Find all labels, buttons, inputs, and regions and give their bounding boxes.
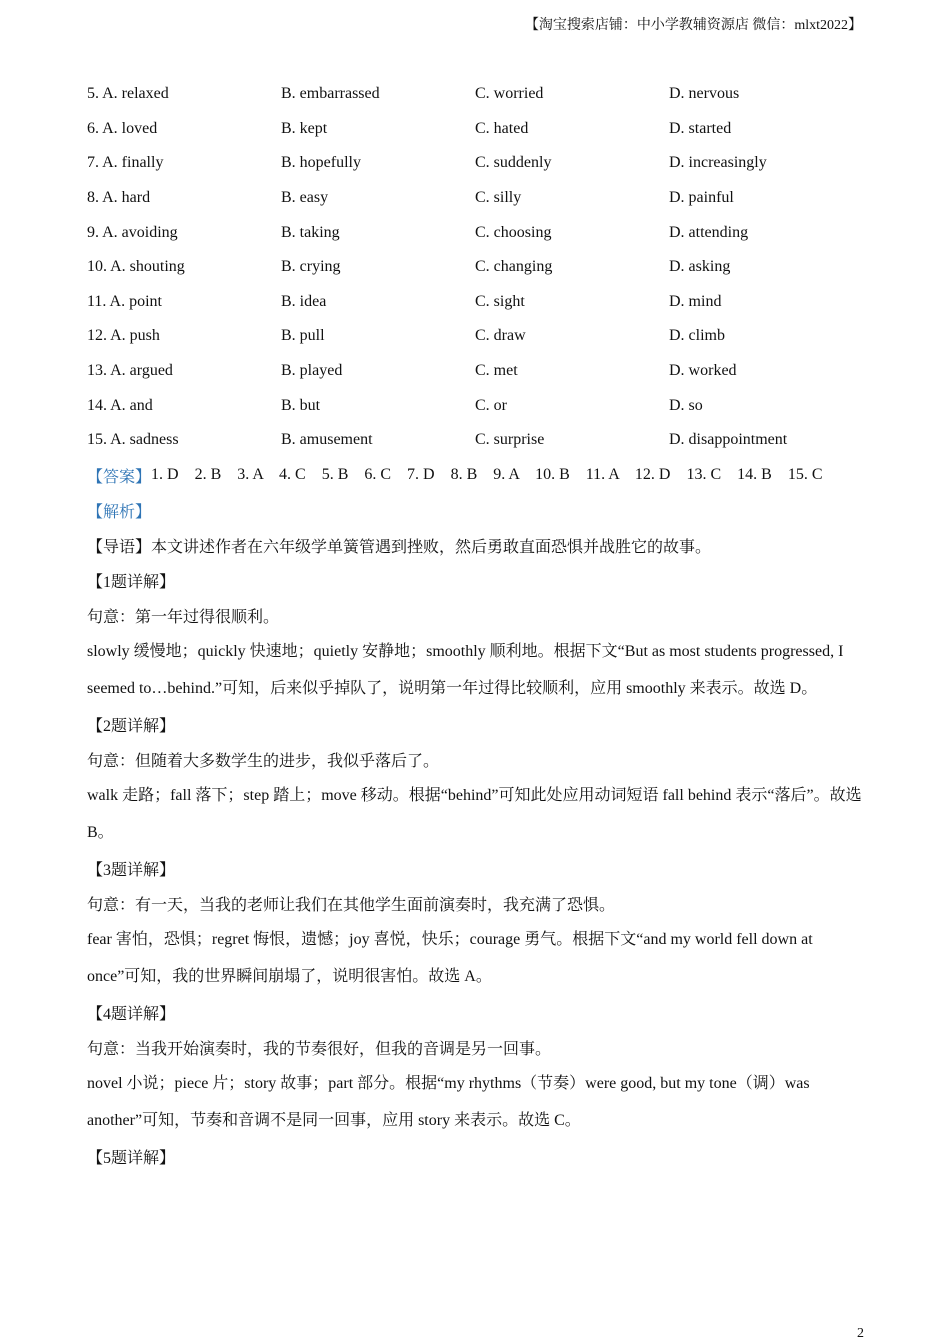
option-cell: D. attending <box>669 223 749 241</box>
page-header: 【淘宝搜索店铺：中小学教辅资源店 微信：mlxt2022】 <box>524 18 862 33</box>
option-cell: 5. A. relaxed <box>87 85 169 103</box>
option-cell: B. crying <box>281 258 341 276</box>
detail-meaning: 句意：第一年过得很顺利。 <box>87 608 280 626</box>
option-cell: B. pull <box>281 327 325 345</box>
option-cell: 12. A. push <box>87 327 160 345</box>
option-cell: B. amusement <box>281 431 373 449</box>
detail-title: 【3题详解】 <box>87 861 176 879</box>
option-cell: B. idea <box>281 292 327 310</box>
option-row <box>87 388 867 423</box>
detail-explanation: walk 走路；fall 落下；step 踏上；move 移动。根据“behind”可知此处应用动词短语 fall behind 表示“落后”。故选 B。 <box>87 786 862 841</box>
option-cell: 15. A. sadness <box>87 431 179 449</box>
next-detail-title <box>87 1139 867 1174</box>
detail-meaning: 句意：但随着大多数学生的进步，我似乎落后了。 <box>87 752 440 770</box>
answer-label: 【答案】 <box>87 468 152 486</box>
option-row <box>87 250 867 285</box>
option-cell: B. easy <box>281 189 329 207</box>
analysis-label-row <box>87 493 867 528</box>
option-cell: 13. A. argued <box>87 362 173 380</box>
option-cell: D. worked <box>669 362 737 380</box>
option-cell: 6. A. loved <box>87 119 158 137</box>
detail-explanation: slowly 缓慢地；quickly 快速地；quietly 安静地；smoothly 顺利地。根据下文“But as most students progressed, I seemed to…behind.”可知，后来似乎掉队了，说明第一年过得比较顺利，应用 smoothly 来表示。故选 D。 <box>87 642 844 697</box>
option-row <box>87 285 867 320</box>
options-table <box>87 77 867 458</box>
option-cell: B. embarrassed <box>281 85 380 103</box>
option-cell: B. taking <box>281 223 340 241</box>
option-row <box>87 354 867 389</box>
answer-text: 1. D 2. B 3. A 4. C 5. B 6. C 7. D 8. B 9. A 10. B 11. A 12. D 13. C 14. B 15. C <box>151 466 823 484</box>
option-cell: D. nervous <box>669 85 740 103</box>
detail-title: 【1题详解】 <box>87 573 176 591</box>
option-cell: C. silly <box>475 189 522 207</box>
option-cell: C. draw <box>475 327 526 345</box>
option-cell: B. hopefully <box>281 154 361 172</box>
guide-line <box>87 528 867 563</box>
option-cell: 11. A. point <box>87 292 162 310</box>
option-row <box>87 146 867 181</box>
option-cell: D. climb <box>669 327 725 345</box>
option-cell: 14. A. and <box>87 396 153 414</box>
option-cell: C. or <box>475 396 507 414</box>
option-row <box>87 112 867 147</box>
option-cell: C. worried <box>475 85 544 103</box>
option-cell: C. surprise <box>475 431 545 449</box>
detail-explanation: novel 小说；piece 片；story 故事；part 部分。根据“my rhythms（节奏）were good, but my tone（调）was another”可知，节奏和音调不是同一回事，应用 story 来表示。故选 C。 <box>87 1074 810 1129</box>
option-cell: D. asking <box>669 258 731 276</box>
option-row <box>87 319 867 354</box>
detail-meaning: 句意：有一天，当我的老师让我们在其他学生面前演奏时，我充满了恐惧。 <box>87 896 616 914</box>
analysis-label: 【解析】 <box>87 503 152 521</box>
option-cell: D. so <box>669 396 703 414</box>
option-cell: B. played <box>281 362 343 380</box>
option-cell: C. hated <box>475 119 529 137</box>
details-section <box>87 563 867 1139</box>
option-cell: C. choosing <box>475 223 552 241</box>
option-cell: C. met <box>475 362 518 380</box>
option-cell: D. disappointment <box>669 431 788 449</box>
page-content <box>87 77 867 1174</box>
option-cell: B. but <box>281 396 321 414</box>
option-cell: 8. A. hard <box>87 189 151 207</box>
option-row <box>87 215 867 250</box>
option-cell: C. changing <box>475 258 553 276</box>
option-cell: C. sight <box>475 292 525 310</box>
option-cell: B. kept <box>281 119 328 137</box>
option-row <box>87 423 867 458</box>
option-cell: D. started <box>669 119 732 137</box>
option-cell: 7. A. finally <box>87 154 164 172</box>
option-row <box>87 77 867 112</box>
option-row <box>87 181 867 216</box>
next-detail-title-text: 【5题详解】 <box>87 1149 176 1167</box>
option-cell: 9. A. avoiding <box>87 223 178 241</box>
detail-meaning: 句意：当我开始演奏时，我的节奏很好，但我的音调是另一回事。 <box>87 1040 552 1058</box>
option-cell: D. painful <box>669 189 734 207</box>
guide-text: 【导语】本文讲述作者在六年级学单簧管遇到挫败，然后勇敢直面恐惧并战胜它的故事。 <box>87 538 712 556</box>
page-number: 2 <box>857 1326 864 1341</box>
detail-explanation: fear 害怕，恐惧；regret 悔恨，遗憾；joy 喜悦，快乐；courage 勇气。根据下文“and my world fell down at once”可知，我的世界瞬间崩塌了，说明很害怕。故选 A。 <box>87 930 813 985</box>
answer-row <box>87 458 867 493</box>
option-cell: D. mind <box>669 292 722 310</box>
option-cell: D. increasingly <box>669 154 767 172</box>
option-cell: 10. A. shouting <box>87 258 185 276</box>
detail-title: 【4题详解】 <box>87 1005 176 1023</box>
option-cell: C. suddenly <box>475 154 552 172</box>
detail-title: 【2题详解】 <box>87 717 176 735</box>
